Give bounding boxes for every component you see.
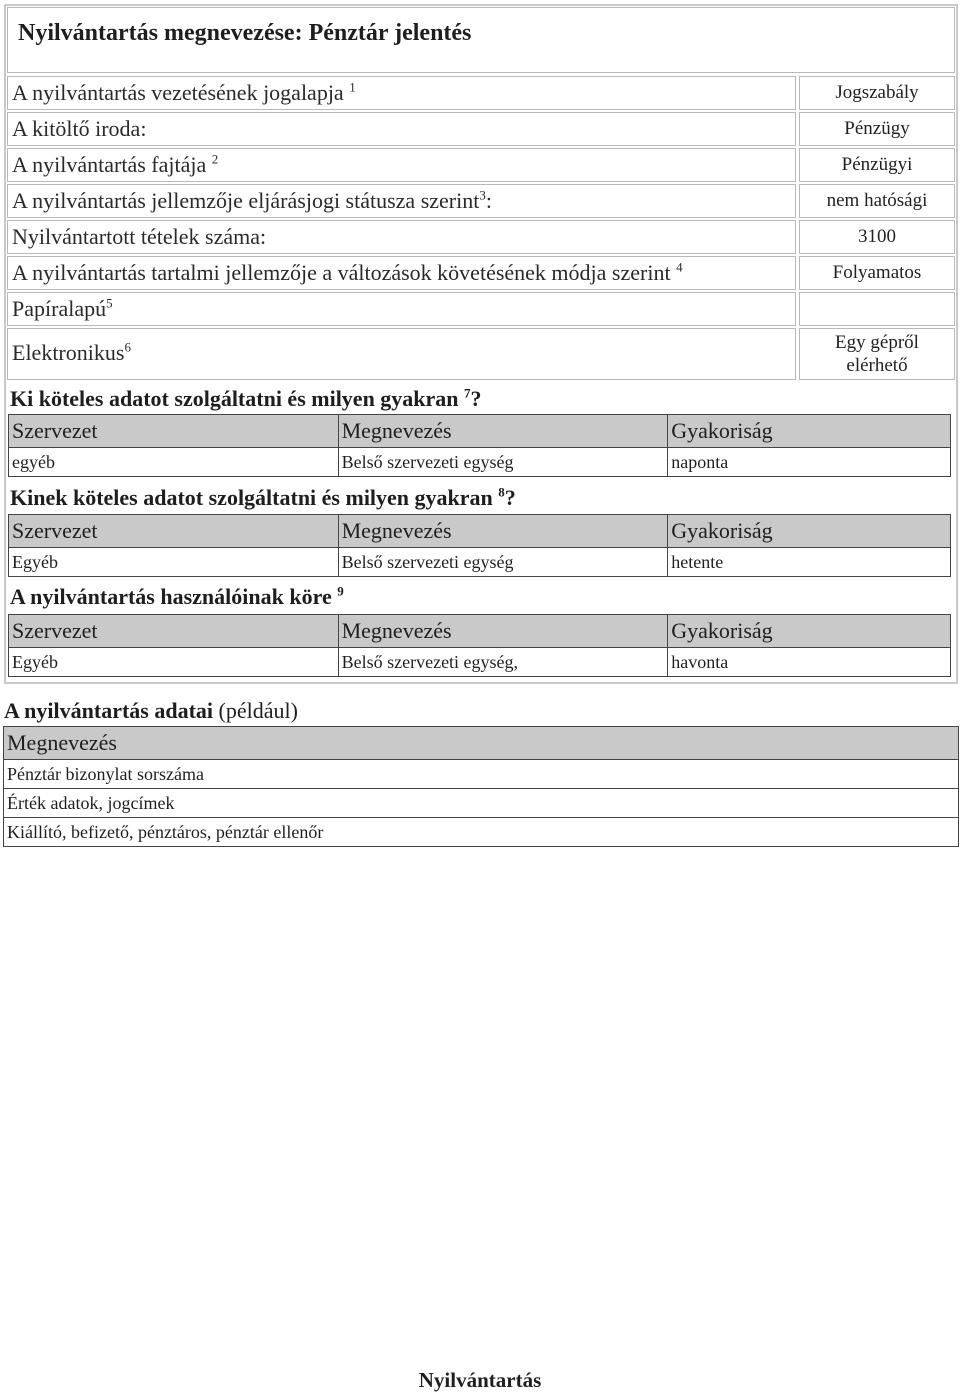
field-label-tetelek: [7, 220, 796, 254]
data-section-title-text: A nyilvántartás adatai: [4, 698, 214, 723]
footnote-ref: 2: [211, 151, 219, 167]
table-header-row: [4, 727, 959, 760]
cell-gyakorisag: havonta: [668, 648, 951, 677]
field-label-text: Papíralapú: [12, 296, 107, 321]
cell-megnevezes: Belső szervezeti egység: [338, 448, 668, 477]
table-row: [4, 789, 959, 818]
field-label-text: A nyilvántartás fajtája: [12, 152, 207, 177]
field-label-tartalmi: [7, 256, 796, 290]
footnote-ref: 4: [676, 259, 683, 275]
data-section-title-note: (például): [218, 698, 298, 723]
field-value-papir: [799, 292, 955, 326]
field-value-statusz: [799, 184, 955, 218]
field-value-tetelek: [799, 220, 955, 254]
section-title-szolgaltat: [10, 386, 482, 412]
cell-megnevezes: Pénztár bizonylat sorszáma: [4, 760, 959, 789]
footnote-ref: 9: [337, 583, 344, 599]
footnote-ref: 3: [479, 187, 486, 203]
field-label-elektronikus: [7, 328, 796, 380]
table-row: [9, 648, 951, 677]
column-header-szervezet: Szervezet: [9, 415, 339, 448]
field-label-text: Elektronikus: [12, 340, 125, 365]
cell-szervezet: egyéb: [9, 448, 339, 477]
cell-megnevezes: Belső szervezeti egység: [338, 548, 668, 577]
cell-megnevezes: Kiállító, befizető, pénztáros, pénztár ellenőr: [4, 818, 959, 847]
field-value-tartalmi: [799, 256, 955, 290]
field-label-text: A nyilvántartás tartalmi jellemzője a változások követésének módja szerint: [12, 260, 671, 285]
field-value-text: Folyamatos: [832, 262, 922, 283]
title-box: [7, 7, 955, 73]
table-header-row: [9, 615, 951, 648]
field-value-text: Pénzügy: [844, 118, 910, 139]
field-label-jogalap: [7, 76, 796, 110]
table-hasznalok: [8, 614, 951, 677]
field-value-text: Egy gépről elérhető: [835, 332, 919, 376]
section-title-kinek: [10, 485, 516, 511]
field-label-papir: [7, 292, 796, 326]
field-value-jogalap: [799, 76, 955, 110]
column-header-szervezet: Szervezet: [9, 515, 339, 548]
table-header-row: [9, 515, 951, 548]
table-row: [4, 760, 959, 789]
field-value-text: Jogszabály: [835, 82, 919, 103]
table-row: [9, 448, 951, 477]
page-footer: Nyilvántartás: [418, 1368, 542, 1392]
table-row: [4, 818, 959, 847]
section-title-text: A nyilvántartás használóinak köre: [10, 584, 332, 609]
footnote-ref: 8: [498, 484, 505, 500]
page-title: Nyilvántartás megnevezése: Pénztár jelentés: [18, 20, 472, 46]
cell-megnevezes: Érték adatok, jogcímek: [4, 789, 959, 818]
field-label-statusz: [7, 184, 796, 218]
column-header-megnevezes: Megnevezés: [338, 515, 668, 548]
field-label-suffix: :: [485, 188, 492, 213]
field-label-fajta: [7, 148, 796, 182]
column-header-gyakorisag: Gyakoriság: [668, 415, 951, 448]
table-kinek: [8, 514, 951, 577]
field-label-iroda: [7, 112, 796, 146]
field-value-text: 3100: [858, 226, 896, 247]
section-title-text: Kinek köteles adatot szolgáltatni és milyen gyakran: [10, 485, 493, 510]
table-adatok: [3, 726, 959, 847]
table-row: [9, 548, 951, 577]
column-header-gyakorisag: Gyakoriság: [668, 515, 951, 548]
column-header-megnevezes: Megnevezés: [338, 415, 668, 448]
field-label-text: A kitöltő iroda:: [12, 116, 147, 141]
data-section-title: [4, 698, 298, 724]
field-value-iroda: [799, 112, 955, 146]
section-title-text: Ki köteles adatot szolgáltatni és milyen gyakran: [10, 386, 459, 411]
table-szolgaltat: [8, 414, 951, 477]
cell-gyakorisag: naponta: [668, 448, 951, 477]
field-label-text: A nyilvántartás jellemzője eljárásjogi státusza szerint: [12, 188, 480, 213]
column-header-megnevezes: Megnevezés: [4, 727, 959, 760]
cell-gyakorisag: hetente: [668, 548, 951, 577]
field-label-text: Nyilvántartott tételek száma:: [12, 224, 267, 249]
footnote-ref: 5: [106, 295, 113, 311]
footnote-ref: 6: [124, 339, 131, 355]
section-title-suffix: ?: [470, 386, 482, 411]
field-label-text: A nyilvántartás vezetésének jogalapja: [12, 80, 344, 105]
field-value-fajta: [799, 148, 955, 182]
column-header-gyakorisag: Gyakoriság: [668, 615, 951, 648]
field-value-elektronikus: [799, 328, 955, 380]
field-value-text: nem hatósági: [826, 190, 928, 211]
cell-megnevezes: Belső szervezeti egység,: [338, 648, 668, 677]
footnote-ref: 7: [464, 385, 471, 401]
cell-szervezet: Egyéb: [9, 548, 339, 577]
field-value-text: Pénzügyi: [841, 154, 913, 175]
footnote-ref: 1: [349, 79, 356, 95]
table-header-row: [9, 415, 951, 448]
column-header-szervezet: Szervezet: [9, 615, 339, 648]
section-title-suffix: ?: [504, 485, 516, 510]
section-title-hasznalok: [10, 584, 344, 610]
column-header-megnevezes: Megnevezés: [338, 615, 668, 648]
cell-szervezet: Egyéb: [9, 648, 339, 677]
